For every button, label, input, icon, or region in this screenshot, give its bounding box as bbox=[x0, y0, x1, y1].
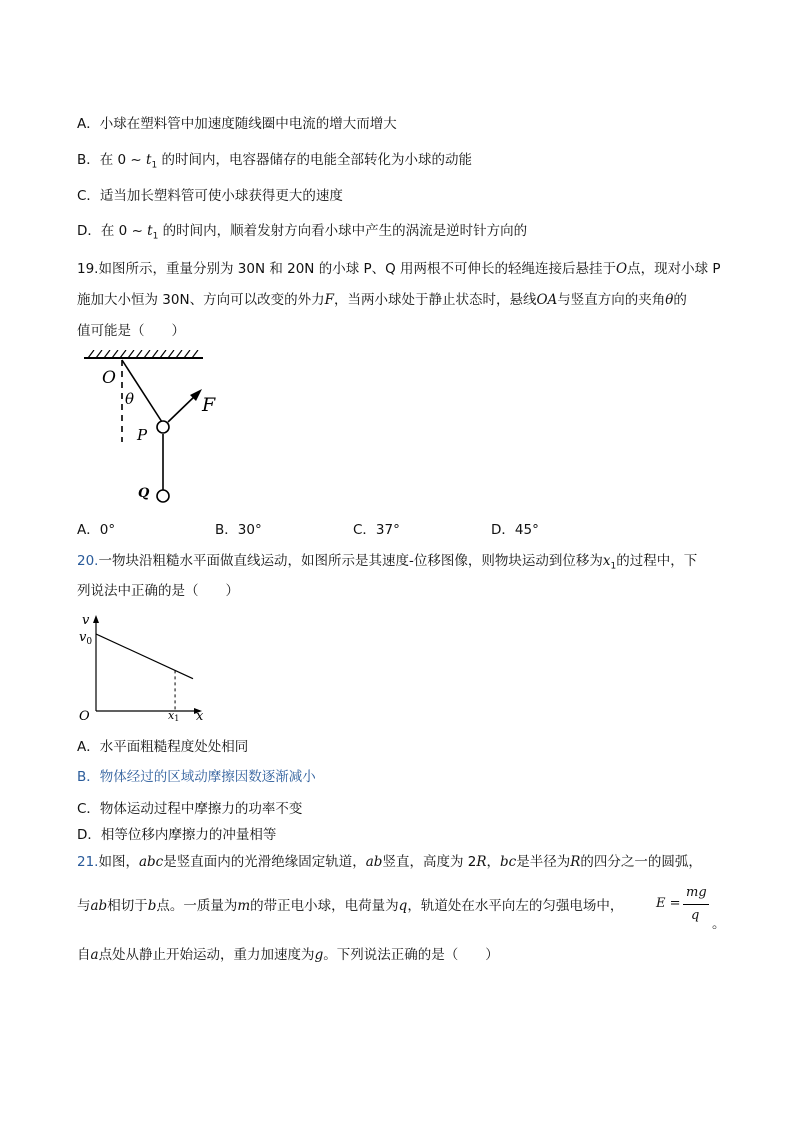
q21-stem-line2: 与ab相切于b点。一质量为m的带正电小球，电荷量为q，轨道处在水平向左的匀强电场中， bbox=[77, 898, 624, 914]
q18-option-d: D．在 0 ~ $t_1$ 的时间内，顺着发射方向看小球中产生的涡流是逆时针方向的 bbox=[77, 223, 528, 242]
label-q: Q bbox=[138, 486, 150, 501]
label-f: F bbox=[202, 394, 216, 416]
q18-option-b: B．在 0 ~ $t_1$ 的时间内，电容器储存的电能全部转化为小球的动能 bbox=[77, 152, 473, 171]
q18-option-a: A．小球在塑料管中加速度随线圈中电流的增大而增大 bbox=[77, 116, 397, 132]
label-v: v bbox=[82, 613, 90, 628]
label-x1: x1 bbox=[168, 709, 180, 723]
label-theta: θ bbox=[125, 390, 135, 408]
q19-choice-a: A．0° bbox=[77, 522, 116, 538]
label-p: P bbox=[137, 426, 148, 444]
v-axis-arrow bbox=[93, 615, 99, 623]
ball-p bbox=[157, 421, 169, 433]
q19-stem-line1: 19.如图所示，重量分别为 30N 和 20N 的小球 P、Q 用两根不可伸长的轻绳连接后悬挂于O点，现对小球 P bbox=[77, 261, 721, 277]
label-o: O bbox=[102, 368, 116, 388]
q20-option-b: B．物体经过的区域动摩擦因数逐渐减小 bbox=[77, 769, 316, 785]
formula-end-punctuation: 。 bbox=[712, 916, 726, 932]
label-x: x bbox=[196, 709, 204, 724]
q20-option-a: A．水平面粗糙程度处处相同 bbox=[77, 739, 249, 755]
q19-stem-line2: 施加大小恒为 30N、方向可以改变的外力F，当两小球处于静止状态时，悬线OA与竖直方向的夹角θ的 bbox=[77, 292, 687, 308]
q19-stem-line3: 值可能是（ ） bbox=[77, 323, 185, 339]
q19-figure bbox=[78, 350, 218, 510]
q21-stem-line3: 自a点处从静止开始运动，重力加速度为g。下列说法正确的是（ ） bbox=[77, 947, 499, 963]
q19-choice-c: C．37° bbox=[353, 522, 400, 538]
q21-stem-line1: 21.如图，abc是竖直面内的光滑绝缘固定轨道，ab竖直，高度为 2R，bc是半径为R的四分之一的圆弧， bbox=[77, 854, 702, 870]
q20-velocity-displacement-graph bbox=[76, 612, 216, 724]
q18-option-c: C．适当加长塑料管可使小球获得更大的速度 bbox=[77, 188, 343, 204]
q20-stem-line2: 列说法中正确的是（ ） bbox=[77, 583, 239, 599]
force-arrow bbox=[168, 395, 196, 422]
q19-choice-d: D．45° bbox=[491, 522, 539, 538]
ball-q bbox=[157, 490, 169, 502]
q20-stem-line1: 20.一物块沿粗糙水平面做直线运动，如图所示是其速度-位移图像，则物块运动到位移为$x_1$的过程中，下 bbox=[77, 553, 698, 572]
label-origin: O bbox=[79, 709, 90, 724]
electric-field-formula: E = mg q bbox=[656, 882, 708, 930]
q20-option-c: C．物体运动过程中摩擦力的功率不变 bbox=[77, 801, 303, 817]
velocity-line bbox=[96, 634, 193, 679]
label-v0: $v_0$ bbox=[79, 630, 93, 647]
q19-choice-b: B．30° bbox=[215, 522, 262, 538]
q20-option-d: D．相等位移内摩擦力的冲量相等 bbox=[77, 827, 277, 843]
